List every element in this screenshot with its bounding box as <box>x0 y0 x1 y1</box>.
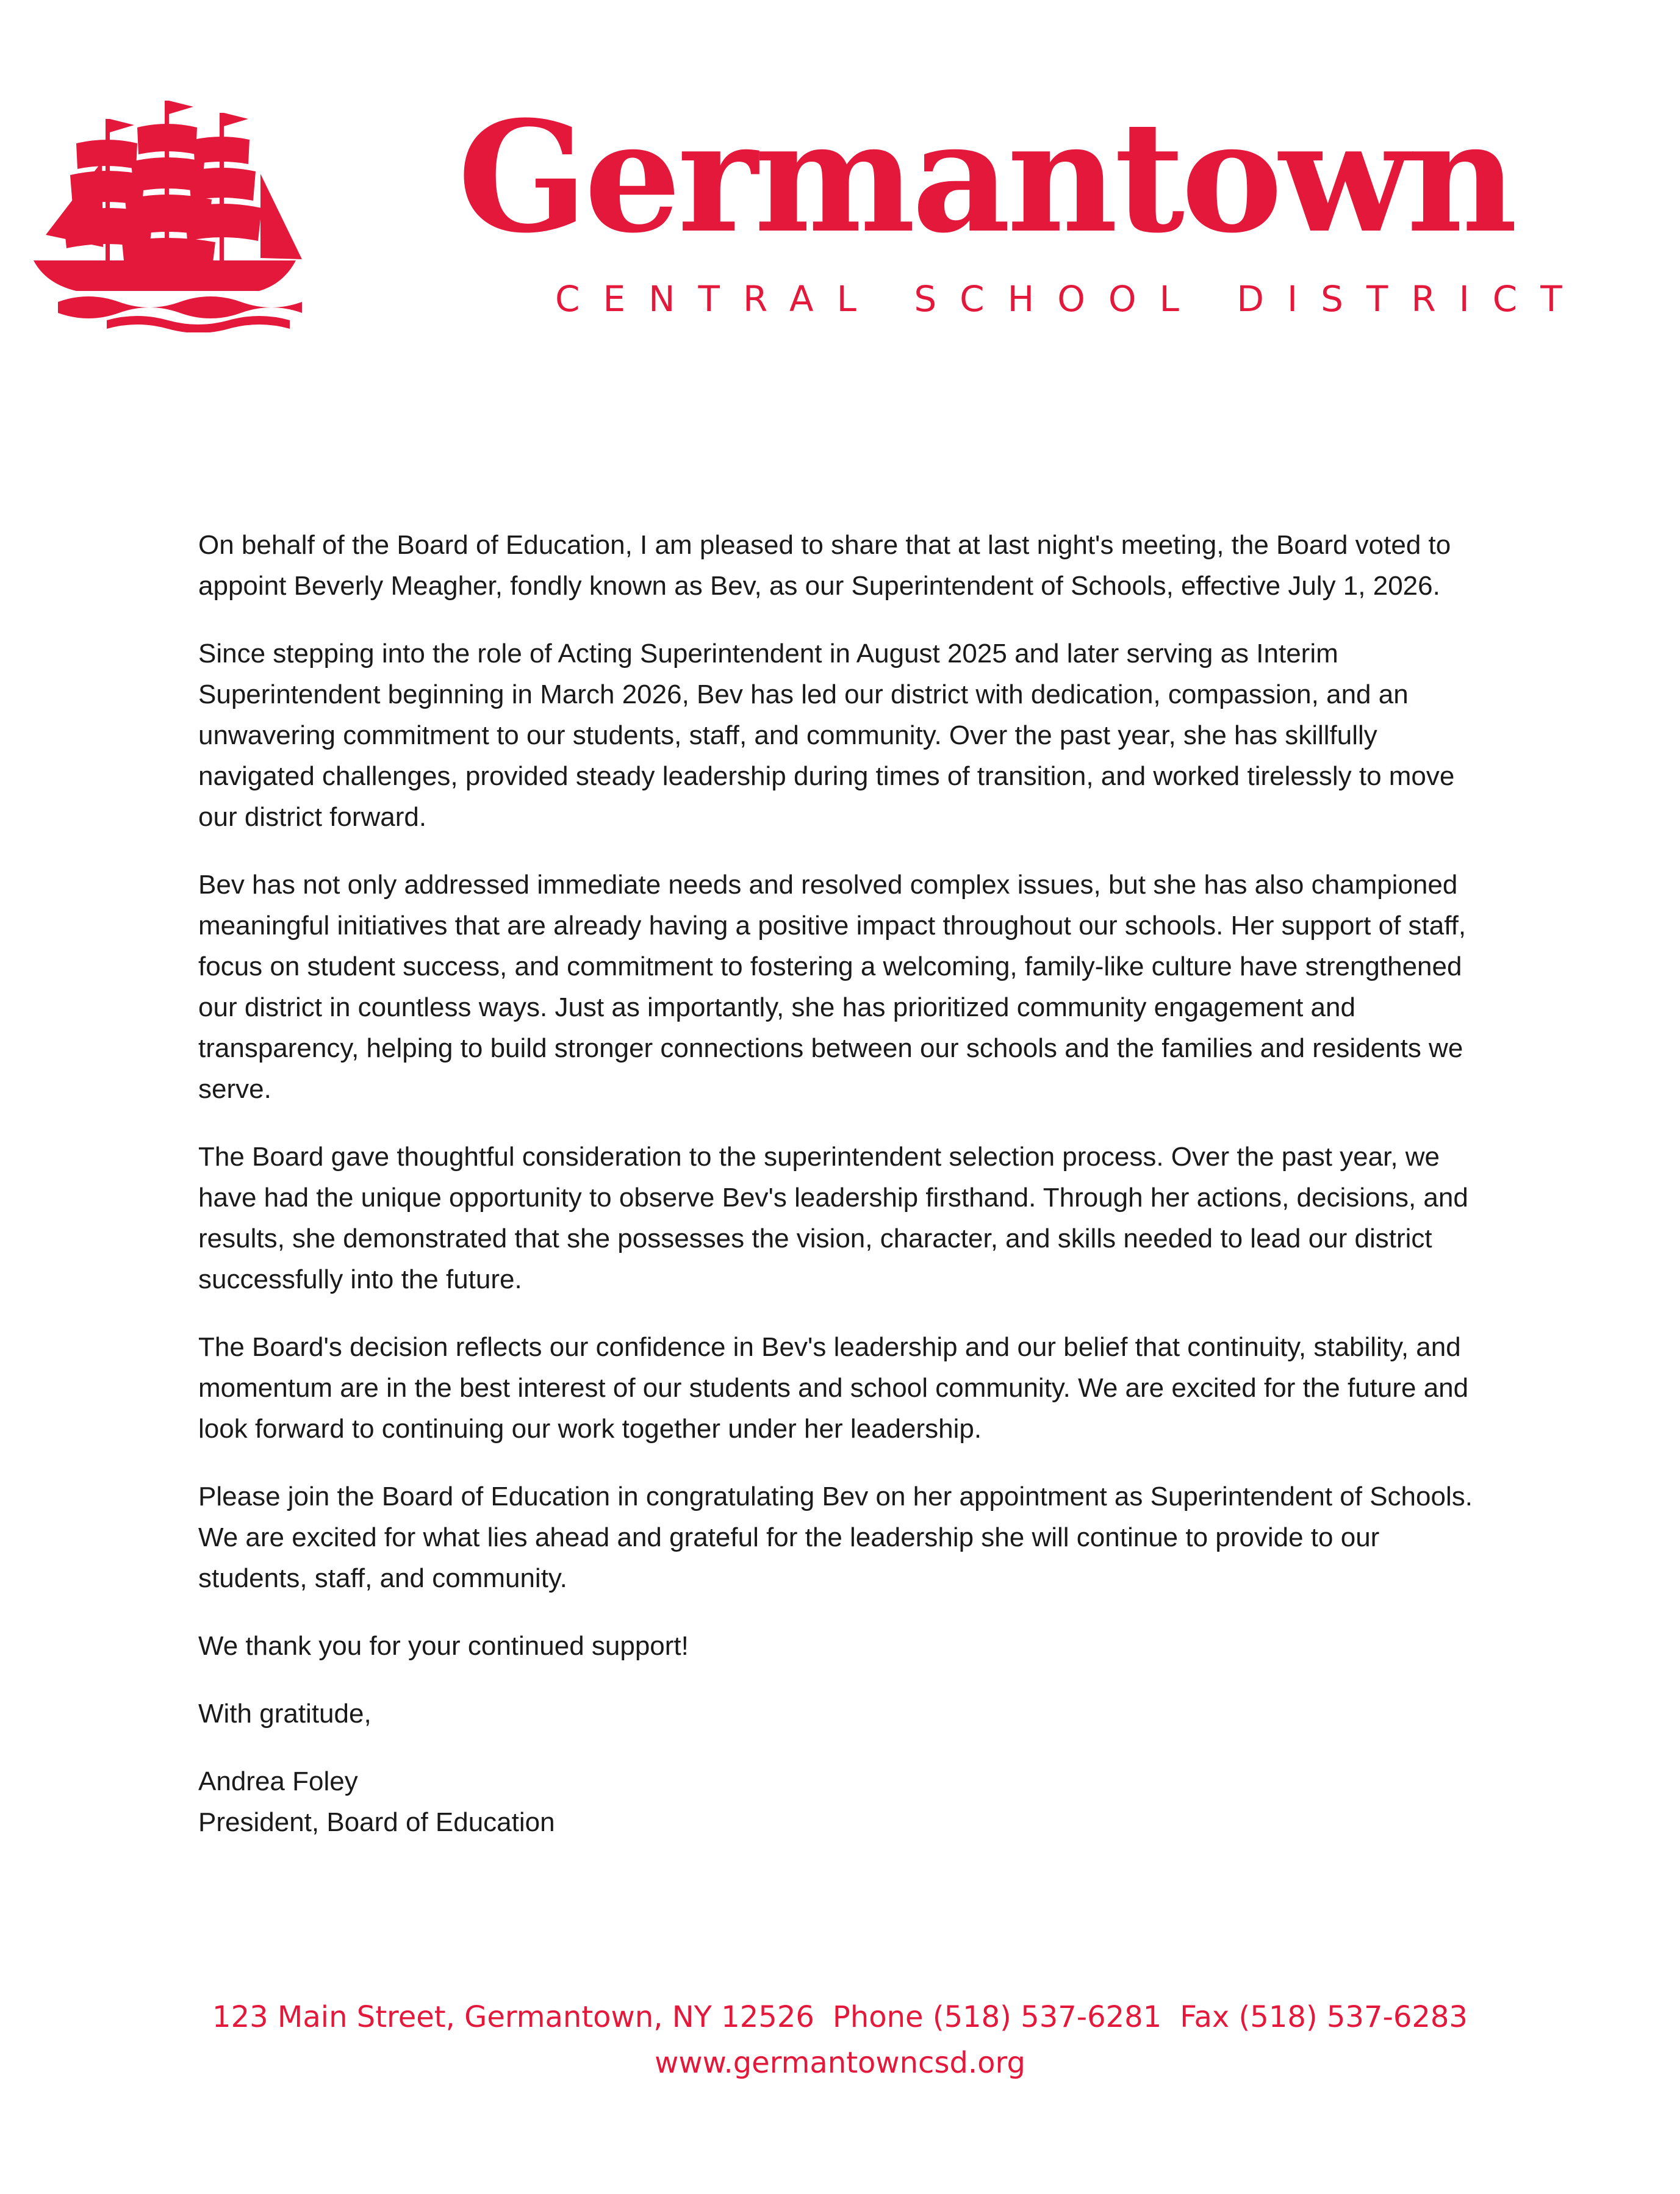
letter-closing: With gratitude, <box>198 1699 372 1729</box>
district-wordmark <box>458 87 1585 335</box>
letter-paragraph: The Board's decision reflects our confidence in Bev's leadership and our belief that continuity, stability, and momentum are in the best interest of our students and school community. We are excited for the future and look forward to continuing our work together under her leadership. <box>198 1332 1469 1444</box>
letter-paragraph: Bev has not only addressed immediate needs and resolved complex issues, but she has also championed meaningful initiatives that are already having a positive impact throughout our schools. Her support of staff, focus on student success, and commitment to fostering a welcoming, family-like culture have strengthened our district in countless ways. Just as importantly, she has prioritized community engagement and transparency, helping to build stronger connections between our schools and the families and residents we serve. <box>198 870 1466 1104</box>
footer-contact-line <box>0 1995 1680 2040</box>
letter-paragraph: The Board gave thoughtful consideration to the superintendent selection process. Over the past year, we have had the unique opportunity to observe Bev's leadership firsthand. Through her actions, decisions, and results, she demonstrated that she possesses the vision, character, and skills needed to lead our district successfully into the future. <box>198 1142 1468 1294</box>
letter-body <box>198 525 1492 1843</box>
footer-address: 123 Main Street, Germantown, NY 12526 <box>212 2000 814 2034</box>
letter-paragraph: On behalf of the Board of Education, I am pleased to share that at last night's meeting, the Board voted to appoint Beverly Meagher, fondly known as Bev, as our Superintendent of Schools, effective July 1, 2026. <box>198 530 1451 601</box>
sailing-ship-icon <box>34 101 314 332</box>
letter-paragraph: Please join the Board of Education in congratulating Bev on her appointment as Superintendent of Schools. We are excited for what lies ahead and grateful for the leadership she will continue to provide to our students, staff, and community. <box>198 1482 1473 1593</box>
letterhead-footer <box>0 1995 1680 2086</box>
letter-paragraph: We thank you for your continued support! <box>198 1631 689 1661</box>
footer-website-link[interactable]: www.germantowncsd.org <box>655 2046 1025 2080</box>
letter-paragraph: Since stepping into the role of Acting Superintendent in August 2025 and later serving as Interim Superintendent beginning in March 2026, Bev has led our district with dedication, compassion, and an unwavering commitment to our students, staff, and community. Over the past year, she has skillfully navigated challenges, provided steady leadership during times of transition, and worked tirelessly to move our district forward. <box>198 639 1455 832</box>
signer-title: President, Board of Education <box>198 1807 555 1837</box>
signer-name: Andrea Foley <box>198 1766 358 1796</box>
district-subtitle: CENTRAL SCHOOL DISTRICT <box>555 278 1585 320</box>
district-name: Germantown <box>458 87 1514 267</box>
footer-phone: Phone (518) 537-6281 <box>832 2000 1162 2034</box>
footer-fax: Fax (518) 537-6283 <box>1180 2000 1468 2034</box>
